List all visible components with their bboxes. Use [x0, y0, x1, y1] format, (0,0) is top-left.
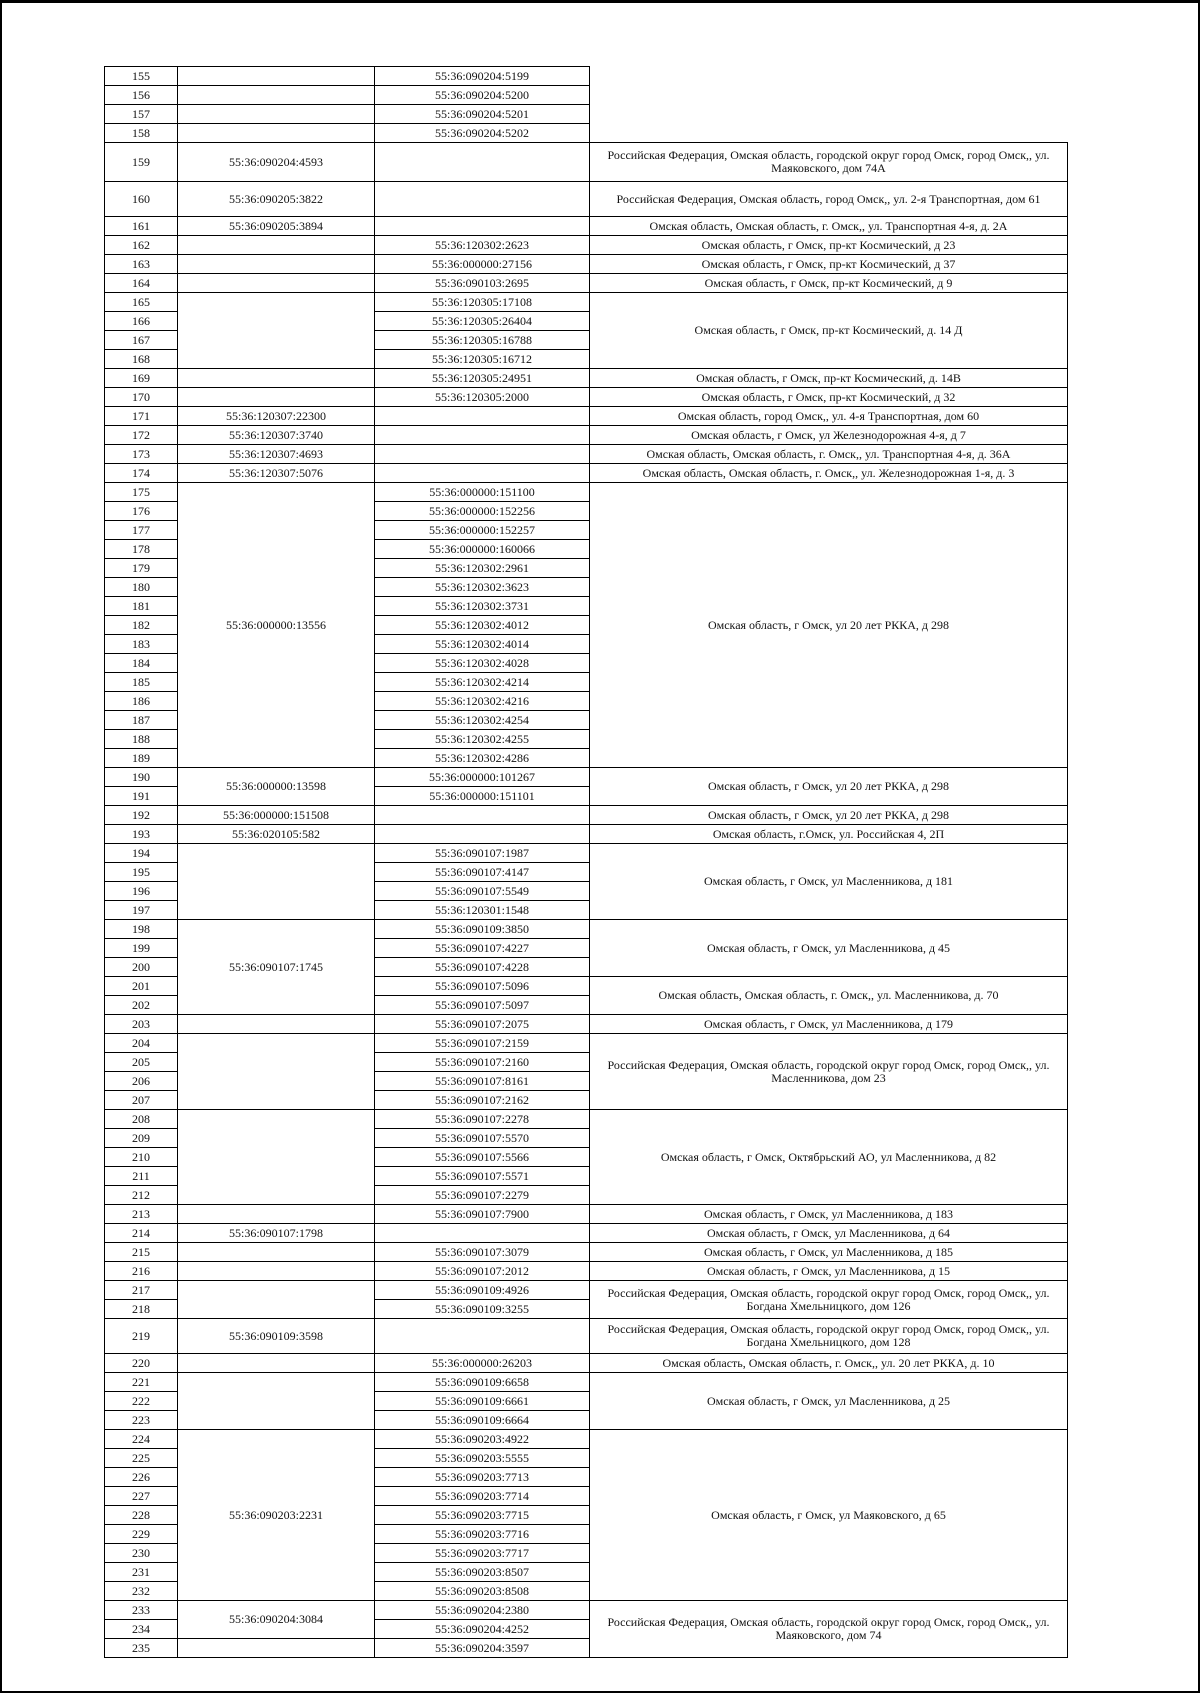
row-number: 220 — [105, 1354, 178, 1373]
land-cadastral-number — [178, 1354, 375, 1373]
land-cadastral-number — [178, 1243, 375, 1262]
object-cadastral-number: 55:36:090204:5200 — [375, 86, 590, 105]
registry-body — [105, 67, 1068, 1658]
table-row — [105, 1601, 1068, 1620]
object-cadastral-number: 55:36:090107:7900 — [375, 1205, 590, 1224]
row-number: 226 — [105, 1468, 178, 1487]
row-number: 235 — [105, 1639, 178, 1658]
table-row — [105, 1319, 1068, 1354]
table-row — [105, 236, 1068, 255]
table-row — [105, 1281, 1068, 1300]
object-cadastral-number — [375, 1319, 590, 1354]
object-cadastral-number: 55:36:000000:101267 — [375, 768, 590, 787]
row-number: 191 — [105, 787, 178, 806]
object-cadastral-number: 55:36:090107:5097 — [375, 996, 590, 1015]
row-number: 197 — [105, 901, 178, 920]
object-cadastral-number: 55:36:090203:7717 — [375, 1544, 590, 1563]
address-cell: Омская область, г Омск, пр-кт Космический, д 32 — [590, 388, 1068, 407]
table-row — [105, 86, 1068, 105]
row-number: 201 — [105, 977, 178, 996]
land-cadastral-number — [178, 124, 375, 143]
object-cadastral-number: 55:36:120305:16788 — [375, 331, 590, 350]
table-row — [105, 1354, 1068, 1373]
row-number: 210 — [105, 1148, 178, 1167]
land-cadastral-number — [178, 86, 375, 105]
object-cadastral-number: 55:36:120302:4255 — [375, 730, 590, 749]
row-number: 211 — [105, 1167, 178, 1186]
object-cadastral-number: 55:36:090109:4926 — [375, 1281, 590, 1300]
row-number: 216 — [105, 1262, 178, 1281]
row-number: 233 — [105, 1601, 178, 1620]
object-cadastral-number: 55:36:120302:4012 — [375, 616, 590, 635]
row-number: 164 — [105, 274, 178, 293]
land-cadastral-number: 55:36:000000:151508 — [178, 806, 375, 825]
address-cell: Омская область, Омская область, г. Омск,, ул. Железнодорожная 1-я, д. 3 — [590, 464, 1068, 483]
land-cadastral-number: 55:36:000000:13556 — [178, 483, 375, 768]
table-row — [105, 768, 1068, 787]
row-number: 188 — [105, 730, 178, 749]
address-cell: Омская область, г Омск, ул 20 лет РККА, д 298 — [590, 768, 1068, 806]
land-cadastral-number — [178, 67, 375, 86]
row-number: 173 — [105, 445, 178, 464]
row-number: 157 — [105, 105, 178, 124]
row-number: 199 — [105, 939, 178, 958]
address-cell: Омская область, г Омск, пр-кт Космический, д. 14 Д — [590, 293, 1068, 369]
object-cadastral-number: 55:36:120305:26404 — [375, 312, 590, 331]
object-cadastral-number: 55:36:090204:5199 — [375, 67, 590, 86]
object-cadastral-number: 55:36:090203:7713 — [375, 1468, 590, 1487]
object-cadastral-number: 55:36:000000:152256 — [375, 502, 590, 521]
row-number: 160 — [105, 182, 178, 217]
object-cadastral-number: 55:36:090204:2380 — [375, 1601, 590, 1620]
land-cadastral-number: 55:36:090107:1745 — [178, 920, 375, 1015]
row-number: 167 — [105, 331, 178, 350]
row-number: 169 — [105, 369, 178, 388]
table-row — [105, 293, 1068, 312]
row-number: 213 — [105, 1205, 178, 1224]
table-row — [105, 1430, 1068, 1449]
land-cadastral-number — [178, 1034, 375, 1110]
address-cell: Омская область, г Омск, ул 20 лет РККА, д 298 — [590, 483, 1068, 768]
row-number: 227 — [105, 1487, 178, 1506]
land-cadastral-number — [178, 1110, 375, 1205]
object-cadastral-number: 55:36:000000:151101 — [375, 787, 590, 806]
row-number: 217 — [105, 1281, 178, 1300]
row-number: 196 — [105, 882, 178, 901]
table-row — [105, 825, 1068, 844]
object-cadastral-number: 55:36:120302:4216 — [375, 692, 590, 711]
row-number: 200 — [105, 958, 178, 977]
row-number: 181 — [105, 597, 178, 616]
object-cadastral-number: 55:36:090107:5570 — [375, 1129, 590, 1148]
land-cadastral-number — [178, 369, 375, 388]
table-row — [105, 1110, 1068, 1129]
table-row — [105, 1015, 1068, 1034]
row-number: 190 — [105, 768, 178, 787]
object-cadastral-number: 55:36:090107:1987 — [375, 844, 590, 863]
address-cell: Омская область, г Омск, ул Масленникова, д 181 — [590, 844, 1068, 920]
land-cadastral-number — [178, 844, 375, 920]
row-number: 172 — [105, 426, 178, 445]
row-number: 224 — [105, 1430, 178, 1449]
row-number: 206 — [105, 1072, 178, 1091]
object-cadastral-number: 55:36:000000:152257 — [375, 521, 590, 540]
object-cadastral-number: 55:36:090103:2695 — [375, 274, 590, 293]
address-cell: Российская Федерация, Омская область, город Омск,, ул. 2-я Транспортная, дом 61 — [590, 182, 1068, 217]
object-cadastral-number: 55:36:000000:151100 — [375, 483, 590, 502]
land-cadastral-number: 55:36:000000:13598 — [178, 768, 375, 806]
row-number: 179 — [105, 559, 178, 578]
table-row — [105, 407, 1068, 426]
table-row — [105, 182, 1068, 217]
address-cell: Омская область, г Омск, ул Масленникова, д 183 — [590, 1205, 1068, 1224]
land-cadastral-number: 55:36:090204:3084 — [178, 1601, 375, 1639]
row-number: 198 — [105, 920, 178, 939]
object-cadastral-number: 55:36:120302:4214 — [375, 673, 590, 692]
row-number: 221 — [105, 1373, 178, 1392]
row-number: 156 — [105, 86, 178, 105]
address-cell: Омская область, г Омск, ул Масленникова, д 25 — [590, 1373, 1068, 1430]
object-cadastral-number: 55:36:090109:3850 — [375, 920, 590, 939]
land-cadastral-number — [178, 255, 375, 274]
object-cadastral-number — [375, 407, 590, 426]
row-number: 214 — [105, 1224, 178, 1243]
table-row — [105, 445, 1068, 464]
row-number: 189 — [105, 749, 178, 768]
row-number: 229 — [105, 1525, 178, 1544]
table-row — [105, 217, 1068, 236]
scan-border-left — [0, 0, 2, 1693]
object-cadastral-number: 55:36:090107:5571 — [375, 1167, 590, 1186]
address-cell: Российская Федерация, Омская область, городской округ город Омск, город Омск,, ул. Маяковского, дом 74 — [590, 1601, 1068, 1658]
table-row — [105, 844, 1068, 863]
object-cadastral-number: 55:36:090203:7716 — [375, 1525, 590, 1544]
land-cadastral-number — [178, 105, 375, 124]
row-number: 193 — [105, 825, 178, 844]
scan-border-top — [0, 0, 1200, 3]
land-cadastral-number — [178, 1373, 375, 1430]
object-cadastral-number: 55:36:090107:4227 — [375, 939, 590, 958]
object-cadastral-number: 55:36:090107:2159 — [375, 1034, 590, 1053]
object-cadastral-number — [375, 825, 590, 844]
row-number: 194 — [105, 844, 178, 863]
object-cadastral-number: 55:36:000000:26203 — [375, 1354, 590, 1373]
row-number: 175 — [105, 483, 178, 502]
object-cadastral-number — [375, 426, 590, 445]
object-cadastral-number: 55:36:090203:5555 — [375, 1449, 590, 1468]
object-cadastral-number: 55:36:090204:5202 — [375, 124, 590, 143]
row-number: 165 — [105, 293, 178, 312]
address-cell: Омская область, Омская область, г. Омск,, ул. Транспортная 4-я, д. 2А — [590, 217, 1068, 236]
row-number: 215 — [105, 1243, 178, 1262]
row-number: 155 — [105, 67, 178, 86]
land-cadastral-number — [178, 293, 375, 369]
row-number: 159 — [105, 143, 178, 182]
object-cadastral-number: 55:36:090109:3255 — [375, 1300, 590, 1319]
object-cadastral-number: 55:36:090107:5096 — [375, 977, 590, 996]
land-cadastral-number: 55:36:090107:1798 — [178, 1224, 375, 1243]
table-row — [105, 105, 1068, 124]
table-row — [105, 369, 1068, 388]
object-cadastral-number: 55:36:000000:27156 — [375, 255, 590, 274]
row-number: 171 — [105, 407, 178, 426]
land-cadastral-number: 55:36:090204:4593 — [178, 143, 375, 182]
land-cadastral-number: 55:36:120307:3740 — [178, 426, 375, 445]
object-cadastral-number: 55:36:090203:7714 — [375, 1487, 590, 1506]
object-cadastral-number — [375, 182, 590, 217]
land-cadastral-number — [178, 236, 375, 255]
address-cell: Омская область, г Омск, ул Маяковского, д 65 — [590, 1430, 1068, 1601]
address-cell: Омская область, г Омск, ул Масленникова, д 185 — [590, 1243, 1068, 1262]
object-cadastral-number: 55:36:090107:2278 — [375, 1110, 590, 1129]
row-number: 205 — [105, 1053, 178, 1072]
address-cell: Российская Федерация, Омская область, городской округ город Омск, город Омск,, ул. Богдана Хмельницкого, дом 126 — [590, 1281, 1068, 1319]
row-number: 178 — [105, 540, 178, 559]
row-number: 223 — [105, 1411, 178, 1430]
row-number: 207 — [105, 1091, 178, 1110]
land-cadastral-number — [178, 1205, 375, 1224]
object-cadastral-number: 55:36:120302:4254 — [375, 711, 590, 730]
land-cadastral-number: 55:36:090109:3598 — [178, 1319, 375, 1354]
row-number: 168 — [105, 350, 178, 369]
object-cadastral-number: 55:36:090107:4147 — [375, 863, 590, 882]
object-cadastral-number: 55:36:120302:4014 — [375, 635, 590, 654]
object-cadastral-number: 55:36:120302:2961 — [375, 559, 590, 578]
object-cadastral-number: 55:36:090107:2075 — [375, 1015, 590, 1034]
row-number: 182 — [105, 616, 178, 635]
address-cell: Омская область, г Омск, пр-кт Космический, д. 14В — [590, 369, 1068, 388]
row-number: 183 — [105, 635, 178, 654]
address-cell: Омская область, г Омск, ул Масленникова, д 15 — [590, 1262, 1068, 1281]
address-cell: Омская область, г Омск, пр-кт Космический, д 9 — [590, 274, 1068, 293]
row-number: 163 — [105, 255, 178, 274]
row-number: 218 — [105, 1300, 178, 1319]
land-cadastral-number — [178, 274, 375, 293]
row-number: 230 — [105, 1544, 178, 1563]
table-row — [105, 920, 1068, 939]
land-cadastral-number: 55:36:020105:582 — [178, 825, 375, 844]
land-cadastral-number: 55:36:090203:2231 — [178, 1430, 375, 1601]
table-row — [105, 1262, 1068, 1281]
row-number: 170 — [105, 388, 178, 407]
object-cadastral-number: 55:36:090203:8507 — [375, 1563, 590, 1582]
table-row — [105, 426, 1068, 445]
row-number: 225 — [105, 1449, 178, 1468]
land-cadastral-number — [178, 1262, 375, 1281]
object-cadastral-number: 55:36:120301:1548 — [375, 901, 590, 920]
object-cadastral-number: 55:36:120302:3623 — [375, 578, 590, 597]
row-number: 161 — [105, 217, 178, 236]
object-cadastral-number — [375, 143, 590, 182]
table-row — [105, 1205, 1068, 1224]
row-number: 203 — [105, 1015, 178, 1034]
row-number: 192 — [105, 806, 178, 825]
row-number: 204 — [105, 1034, 178, 1053]
row-number: 176 — [105, 502, 178, 521]
row-number: 184 — [105, 654, 178, 673]
object-cadastral-number: 55:36:090107:5566 — [375, 1148, 590, 1167]
object-cadastral-number: 55:36:120302:4286 — [375, 749, 590, 768]
row-number: 185 — [105, 673, 178, 692]
object-cadastral-number: 55:36:090204:3597 — [375, 1639, 590, 1658]
address-cell: Омская область, г Омск, Октябрьский АО, ул Масленникова, д 82 — [590, 1110, 1068, 1205]
object-cadastral-number: 55:36:090107:2162 — [375, 1091, 590, 1110]
row-number: 219 — [105, 1319, 178, 1354]
address-cell: Российская Федерация, Омская область, городской округ город Омск, город Омск,, ул. Масленникова, дом 23 — [590, 1034, 1068, 1110]
object-cadastral-number: 55:36:120305:16712 — [375, 350, 590, 369]
table-row — [105, 806, 1068, 825]
object-cadastral-number — [375, 806, 590, 825]
address-cell: Омская область, г Омск, ул Масленникова, д 179 — [590, 1015, 1068, 1034]
address-cell: Омская область, Омская область, г. Омск,, ул. 20 лет РККА, д. 10 — [590, 1354, 1068, 1373]
object-cadastral-number: 55:36:090107:3079 — [375, 1243, 590, 1262]
object-cadastral-number: 55:36:120305:17108 — [375, 293, 590, 312]
object-cadastral-number: 55:36:090204:5201 — [375, 105, 590, 124]
address-cell: Омская область, г.Омск, ул. Российская 4, 2П — [590, 825, 1068, 844]
row-number: 234 — [105, 1620, 178, 1639]
object-cadastral-number: 55:36:090107:5549 — [375, 882, 590, 901]
object-cadastral-number — [375, 445, 590, 464]
object-cadastral-number: 55:36:090107:2160 — [375, 1053, 590, 1072]
object-cadastral-number: 55:36:000000:160066 — [375, 540, 590, 559]
table-row — [105, 464, 1068, 483]
object-cadastral-number: 55:36:090204:4252 — [375, 1620, 590, 1639]
object-cadastral-number: 55:36:090107:4228 — [375, 958, 590, 977]
address-cell: Омская область, г Омск, ул Масленникова, д 64 — [590, 1224, 1068, 1243]
table-row — [105, 67, 1068, 86]
object-cadastral-number: 55:36:120305:2000 — [375, 388, 590, 407]
object-cadastral-number — [375, 1224, 590, 1243]
table-row — [105, 1224, 1068, 1243]
row-number: 186 — [105, 692, 178, 711]
row-number: 174 — [105, 464, 178, 483]
land-cadastral-number: 55:36:120307:22300 — [178, 407, 375, 426]
address-cell: Российская Федерация, Омская область, городской округ город Омск, город Омск,, ул. Маяковского, дом 74А — [590, 143, 1068, 182]
address-cell: Омская область, г Омск, ул 20 лет РККА, д 298 — [590, 806, 1068, 825]
row-number: 202 — [105, 996, 178, 1015]
object-cadastral-number: 55:36:090109:6658 — [375, 1373, 590, 1392]
row-number: 228 — [105, 1506, 178, 1525]
object-cadastral-number: 55:36:120305:24951 — [375, 369, 590, 388]
row-number: 166 — [105, 312, 178, 331]
object-cadastral-number — [375, 464, 590, 483]
address-cell: Омская область, г Омск, пр-кт Космический, д 37 — [590, 255, 1068, 274]
row-number: 158 — [105, 124, 178, 143]
row-number: 187 — [105, 711, 178, 730]
object-cadastral-number: 55:36:120302:3731 — [375, 597, 590, 616]
address-cell: Омская область, г Омск, пр-кт Космический, д 23 — [590, 236, 1068, 255]
land-cadastral-number — [178, 1015, 375, 1034]
table-row — [105, 143, 1068, 182]
object-cadastral-number: 55:36:120302:4028 — [375, 654, 590, 673]
table-row — [105, 255, 1068, 274]
row-number: 208 — [105, 1110, 178, 1129]
object-cadastral-number: 55:36:090203:8508 — [375, 1582, 590, 1601]
land-cadastral-number: 55:36:090205:3822 — [178, 182, 375, 217]
cadastral-registry-table — [104, 66, 1068, 1658]
address-cell: Омская область, Омская область, г. Омск,, ул. Транспортная 4-я, д. 36А — [590, 445, 1068, 464]
object-cadastral-number: 55:36:090109:6661 — [375, 1392, 590, 1411]
row-number: 177 — [105, 521, 178, 540]
table-row — [105, 124, 1068, 143]
address-cell: Омская область, г Омск, ул Железнодорожная 4-я, д 7 — [590, 426, 1068, 445]
object-cadastral-number: 55:36:090107:2279 — [375, 1186, 590, 1205]
land-cadastral-number: 55:36:090205:3894 — [178, 217, 375, 236]
row-number: 180 — [105, 578, 178, 597]
object-cadastral-number: 55:36:090109:6664 — [375, 1411, 590, 1430]
land-cadastral-number: 55:36:120307:5076 — [178, 464, 375, 483]
object-cadastral-number: 55:36:090203:4922 — [375, 1430, 590, 1449]
row-number: 209 — [105, 1129, 178, 1148]
address-cell: Омская область, г Омск, ул Масленникова, д 45 — [590, 920, 1068, 977]
row-number: 231 — [105, 1563, 178, 1582]
object-cadastral-number: 55:36:090107:2012 — [375, 1262, 590, 1281]
address-cell: Российская Федерация, Омская область, городской округ город Омск, город Омск,, ул. Богдана Хмельницкого, дом 128 — [590, 1319, 1068, 1354]
object-cadastral-number: 55:36:120302:2623 — [375, 236, 590, 255]
table-row — [105, 1034, 1068, 1053]
row-number: 212 — [105, 1186, 178, 1205]
land-cadastral-number — [178, 388, 375, 407]
row-number: 222 — [105, 1392, 178, 1411]
table-row — [105, 1373, 1068, 1392]
table-row — [105, 388, 1068, 407]
address-cell: Омская область, город Омск,, ул. 4-я Транспортная, дом 60 — [590, 407, 1068, 426]
row-number: 162 — [105, 236, 178, 255]
table-row — [105, 1243, 1068, 1262]
table-row — [105, 483, 1068, 502]
land-cadastral-number — [178, 1281, 375, 1319]
object-cadastral-number — [375, 217, 590, 236]
object-cadastral-number: 55:36:090203:7715 — [375, 1506, 590, 1525]
row-number: 195 — [105, 863, 178, 882]
land-cadastral-number — [178, 1639, 375, 1658]
address-cell: Омская область, Омская область, г. Омск,, ул. Масленникова, д. 70 — [590, 977, 1068, 1015]
table-row — [105, 274, 1068, 293]
land-cadastral-number: 55:36:120307:4693 — [178, 445, 375, 464]
object-cadastral-number: 55:36:090107:8161 — [375, 1072, 590, 1091]
row-number: 232 — [105, 1582, 178, 1601]
